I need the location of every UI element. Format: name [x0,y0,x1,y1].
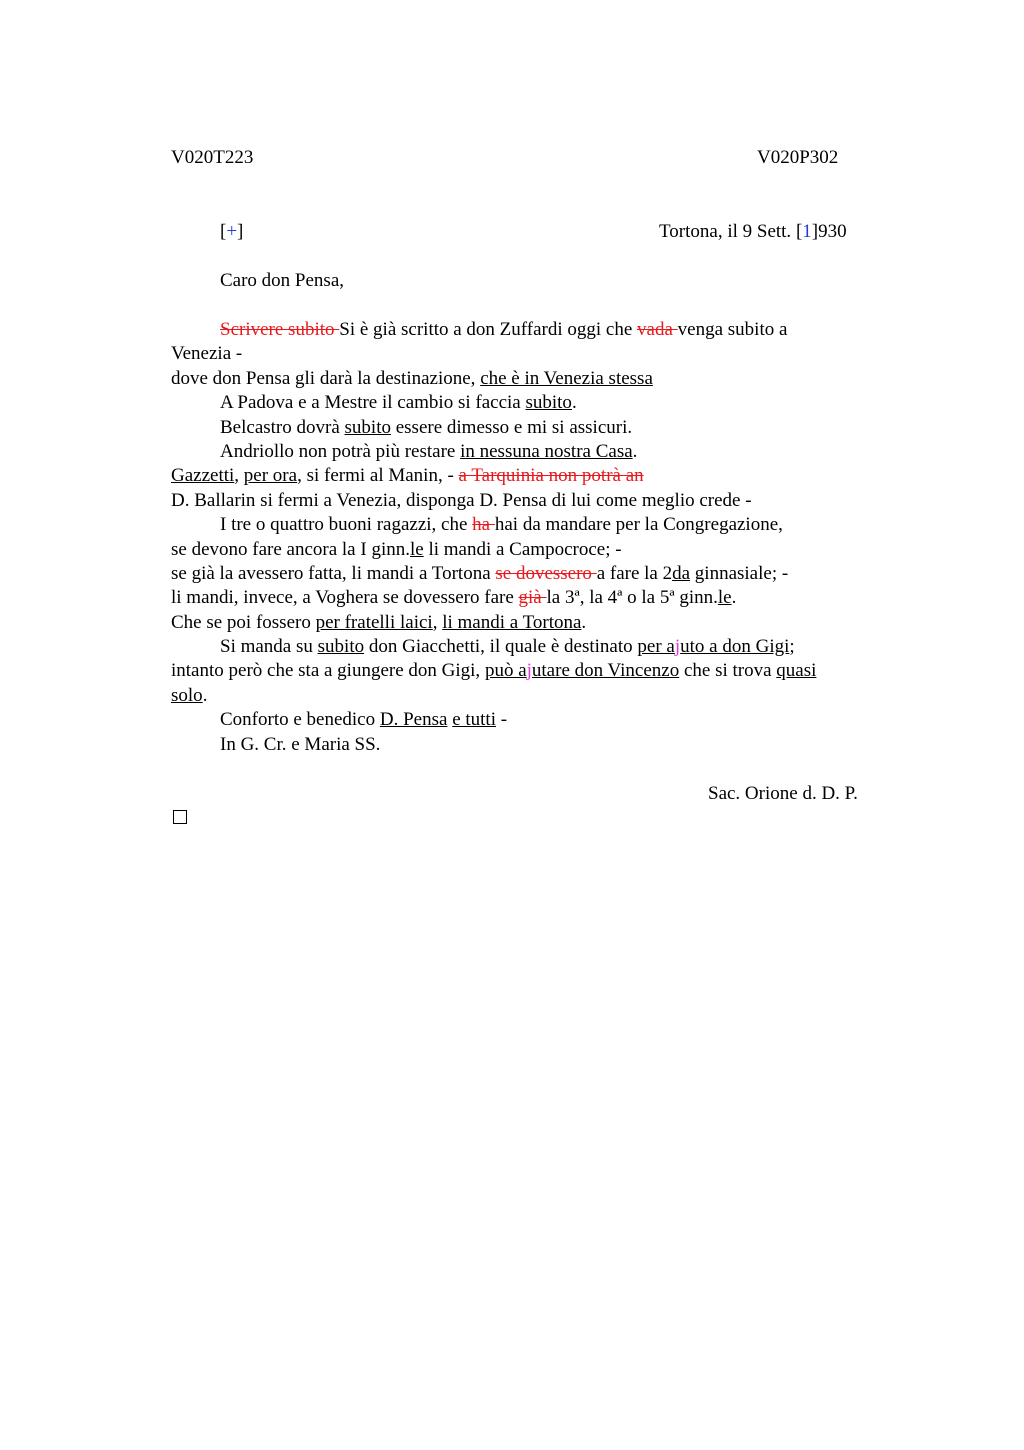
body-line [171,416,891,440]
document-code-right: V020P302 [757,147,839,168]
underlined-text: per fratelli laici [315,611,433,633]
text: - [496,709,508,731]
underlined-text: solo [171,684,203,706]
text: se devono fare ancora la I ginn. [171,538,410,560]
year-rest: 930 [818,221,847,242]
underlined-text: in nessuna nostra Casa [460,440,633,462]
text: , si fermi al Manin, - [297,465,459,487]
body-line [171,318,891,342]
text: Andriollo non potrà più restare [220,440,461,462]
text: In G. Cr. e Maria SS. [220,733,381,755]
text: , [432,611,443,633]
body-line [171,538,891,562]
body-line [171,684,891,708]
text: , [234,465,244,487]
text: Belcastro dovrà [220,416,345,438]
body-line [171,635,891,659]
underlined-text: li mandi a Tortona [442,611,582,633]
underlined-text: le [409,538,424,560]
text: ginnasiale; - [690,562,789,584]
year-editorial-digit: 1 [802,221,812,242]
signature: Sac. Orione d. D. P. [708,783,858,804]
body-line [171,708,891,732]
body-line [171,513,891,537]
text: D. Ballarin si fermi a Venezia, disponga D. Pensa di lui come meglio crede - [171,489,752,511]
text: . [202,684,208,706]
text: se già la avessero fatta, li mandi a Tortona [171,562,496,584]
body-line [171,733,891,757]
underlined-text: D. Pensa [379,709,448,731]
text: dove don Pensa gli darà la destinazione, [171,367,481,389]
text: li mandi, invece, a Voghera se dovessero fare [171,587,519,609]
body-line [171,367,891,391]
body-line [171,391,891,415]
text: a fare la 2 [596,562,673,584]
underlined-text: e tutti [452,709,496,731]
text: Che se poi fossero [171,611,316,633]
body-line [171,464,891,488]
body-line [171,586,891,610]
cross-symbol: + [226,221,238,242]
underlined-text: Gazzetti [171,465,235,487]
body-line [171,659,891,683]
text: Venezia - [171,343,243,365]
text: Si è già scritto a don Zuffardi oggi che [339,319,638,340]
text: ; [789,636,795,658]
cross-mark: [+] [220,221,244,242]
body-line [171,342,891,366]
letter-body [171,318,891,757]
text: . [632,440,638,462]
text: Conforto e benedico [220,709,380,731]
editorial-letter: j [526,660,532,682]
document-code-left: V020T223 [171,147,254,168]
deleted-text: già [518,587,547,609]
underlined-text: per ora [243,465,298,487]
text: la 3ª, la 4ª o la 5ª ginn. [546,587,718,609]
underlined-text: per a [637,636,675,658]
dateline: Tortona, il 9 Sett. [1]930 [659,221,847,242]
underlined-text: subito [525,392,572,414]
text: Si manda su [220,636,318,658]
body-line [171,562,891,586]
text: hai da mandare per la Congregazione, [494,514,783,536]
body-line [171,611,891,635]
deleted-text: se dovessero [495,562,597,584]
text: . [731,587,737,609]
underlined-text: da [672,562,691,584]
underlined-text: può a [484,660,527,682]
body-line [171,440,891,464]
text: intanto però che sta a giungere don Gigi, [171,660,485,682]
underlined-text: uto a don Gigi [680,636,790,658]
text: essere dimesso e mi si assicuri. [390,416,633,438]
end-of-document-box [173,810,187,824]
text: . [571,392,577,414]
salutation: Caro don Pensa, [220,270,345,291]
underlined-text: che è in Venezia stessa [480,367,653,389]
text: che si trova [679,660,777,682]
dateline-text: Tortona, il 9 Sett. [659,221,796,242]
text: . [581,611,587,633]
text: A Padova e a Mestre il cambio si faccia [220,392,526,414]
underlined-text: subito [344,416,391,438]
text: don Giacchetti, il quale è destinato [364,636,638,658]
deleted-text: ha [472,514,495,536]
underlined-text: quasi [776,660,817,682]
text: venga subito a [677,319,788,340]
editorial-letter: j [674,636,681,658]
underlined-text: le [717,587,732,609]
text: I tre o quattro buoni ragazzi, che [220,514,473,536]
deleted-text: Scrivere subito [220,319,340,340]
text: li mandi a Campocroce; - [423,538,622,560]
underlined-text: subito [317,636,365,658]
body-line [171,489,891,513]
underlined-text: utare don Vincenzo [531,660,680,682]
deleted-text: vada [637,319,678,340]
deleted-text: a Tarquinia non potrà an [458,465,644,487]
